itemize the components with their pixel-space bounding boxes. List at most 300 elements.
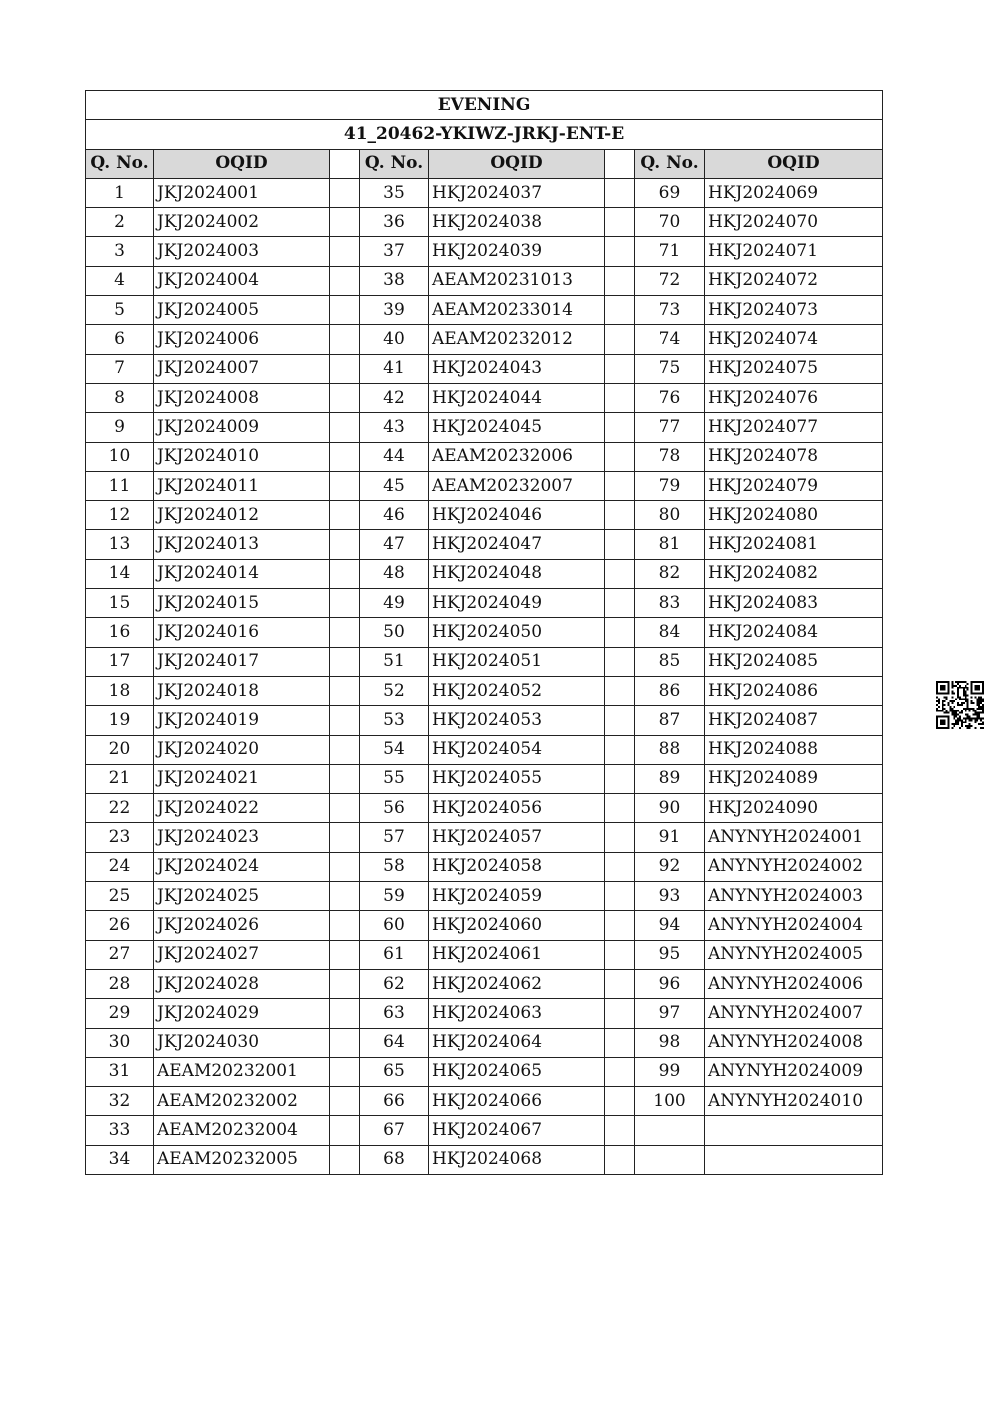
question-number: 63 <box>360 999 429 1028</box>
table-row <box>86 530 883 559</box>
spacer-cell <box>605 735 635 764</box>
spacer-cell <box>330 882 360 911</box>
question-number: 47 <box>360 530 429 559</box>
oqid-cell: HKJ2024074 <box>705 325 883 354</box>
spacer-cell <box>330 999 360 1028</box>
spacer-cell <box>605 413 635 442</box>
spacer-cell <box>330 647 360 676</box>
question-number: 51 <box>360 647 429 676</box>
spacer-cell <box>330 911 360 940</box>
question-number: 30 <box>86 1028 154 1057</box>
table-row <box>86 413 883 442</box>
question-number: 20 <box>86 735 154 764</box>
oqid-cell <box>705 1145 883 1174</box>
question-number: 77 <box>635 413 705 442</box>
oqid-cell: ANYNYH2024002 <box>705 852 883 881</box>
oqid-cell: AEAM20232002 <box>154 1087 330 1116</box>
question-number: 43 <box>360 413 429 442</box>
question-number: 71 <box>635 237 705 266</box>
oqid-cell: JKJ2024004 <box>154 266 330 295</box>
oqid-mapping-table <box>85 90 883 1175</box>
table-row <box>86 1087 883 1116</box>
spacer-cell <box>605 1145 635 1174</box>
question-number: 98 <box>635 1028 705 1057</box>
oqid-cell: HKJ2024071 <box>705 237 883 266</box>
oqid-cell: HKJ2024081 <box>705 530 883 559</box>
spacer-cell <box>605 383 635 412</box>
spacer-column <box>605 149 635 178</box>
question-number: 32 <box>86 1087 154 1116</box>
question-number: 100 <box>635 1087 705 1116</box>
table-row <box>86 1028 883 1057</box>
spacer-cell <box>330 530 360 559</box>
spacer-column <box>330 149 360 178</box>
question-number: 23 <box>86 823 154 852</box>
question-number: 83 <box>635 589 705 618</box>
question-number: 67 <box>360 1116 429 1145</box>
oqid-cell: ANYNYH2024009 <box>705 1057 883 1086</box>
oqid-cell: AEAM20231013 <box>429 266 605 295</box>
table-row <box>86 676 883 705</box>
oqid-cell: JKJ2024002 <box>154 208 330 237</box>
header-oqid-3: OQID <box>705 149 883 178</box>
header-oqid-2: OQID <box>429 149 605 178</box>
question-number: 88 <box>635 735 705 764</box>
oqid-cell: JKJ2024018 <box>154 676 330 705</box>
table-row <box>86 882 883 911</box>
spacer-cell <box>605 208 635 237</box>
oqid-cell: ANYNYH2024007 <box>705 999 883 1028</box>
table-row <box>86 647 883 676</box>
oqid-cell: ANYNYH2024004 <box>705 911 883 940</box>
oqid-cell: HKJ2024073 <box>705 296 883 325</box>
table-row <box>86 296 883 325</box>
question-number: 37 <box>360 237 429 266</box>
question-number: 12 <box>86 501 154 530</box>
question-number: 34 <box>86 1145 154 1174</box>
question-number: 68 <box>360 1145 429 1174</box>
spacer-cell <box>605 178 635 207</box>
oqid-cell: HKJ2024089 <box>705 764 883 793</box>
table-row <box>86 999 883 1028</box>
question-number: 45 <box>360 471 429 500</box>
oqid-cell: HKJ2024068 <box>429 1145 605 1174</box>
oqid-cell: HKJ2024066 <box>429 1087 605 1116</box>
header-qno-2: Q. No. <box>360 149 429 178</box>
spacer-cell <box>330 823 360 852</box>
question-number: 54 <box>360 735 429 764</box>
spacer-cell <box>605 882 635 911</box>
table-row <box>86 1145 883 1174</box>
question-number: 7 <box>86 354 154 383</box>
qr-code-icon <box>936 681 984 729</box>
question-number: 4 <box>86 266 154 295</box>
oqid-cell: JKJ2024026 <box>154 911 330 940</box>
oqid-cell: JKJ2024029 <box>154 999 330 1028</box>
oqid-cell: AEAM20232001 <box>154 1057 330 1086</box>
table-row <box>86 1057 883 1086</box>
question-number: 81 <box>635 530 705 559</box>
oqid-cell: ANYNYH2024008 <box>705 1028 883 1057</box>
spacer-cell <box>330 735 360 764</box>
table-row <box>86 559 883 588</box>
oqid-cell <box>705 1116 883 1145</box>
oqid-cell: JKJ2024007 <box>154 354 330 383</box>
spacer-cell <box>605 1116 635 1145</box>
oqid-cell: HKJ2024072 <box>705 266 883 295</box>
oqid-cell: HKJ2024070 <box>705 208 883 237</box>
table-body <box>86 178 883 1174</box>
oqid-cell: HKJ2024086 <box>705 676 883 705</box>
oqid-cell: JKJ2024024 <box>154 852 330 881</box>
oqid-cell: HKJ2024061 <box>429 940 605 969</box>
spacer-cell <box>605 237 635 266</box>
paper-code: 41_20462-YKIWZ-JRKJ-ENT-E <box>86 120 883 149</box>
spacer-cell <box>330 237 360 266</box>
question-number: 36 <box>360 208 429 237</box>
oqid-cell: HKJ2024058 <box>429 852 605 881</box>
question-number: 25 <box>86 882 154 911</box>
table-row <box>86 764 883 793</box>
question-number: 5 <box>86 296 154 325</box>
question-number: 95 <box>635 940 705 969</box>
oqid-cell: HKJ2024056 <box>429 794 605 823</box>
oqid-cell: HKJ2024053 <box>429 706 605 735</box>
table-row <box>86 178 883 207</box>
oqid-cell: JKJ2024028 <box>154 969 330 998</box>
oqid-cell: JKJ2024014 <box>154 559 330 588</box>
oqid-cell: JKJ2024006 <box>154 325 330 354</box>
question-number: 21 <box>86 764 154 793</box>
table-row <box>86 266 883 295</box>
spacer-cell <box>330 676 360 705</box>
oqid-cell: HKJ2024049 <box>429 589 605 618</box>
oqid-cell: JKJ2024012 <box>154 501 330 530</box>
table-row <box>86 208 883 237</box>
oqid-cell: JKJ2024023 <box>154 823 330 852</box>
question-number: 46 <box>360 501 429 530</box>
question-number: 61 <box>360 940 429 969</box>
question-number: 76 <box>635 383 705 412</box>
oqid-cell: HKJ2024065 <box>429 1057 605 1086</box>
oqid-cell: HKJ2024075 <box>705 354 883 383</box>
question-number: 52 <box>360 676 429 705</box>
spacer-cell <box>330 501 360 530</box>
spacer-cell <box>330 266 360 295</box>
spacer-cell <box>330 208 360 237</box>
session-title: EVENING <box>86 91 883 120</box>
spacer-cell <box>605 501 635 530</box>
table-row <box>86 852 883 881</box>
question-number: 14 <box>86 559 154 588</box>
oqid-cell: JKJ2024010 <box>154 442 330 471</box>
question-number: 78 <box>635 442 705 471</box>
oqid-cell: HKJ2024090 <box>705 794 883 823</box>
question-number: 16 <box>86 618 154 647</box>
spacer-cell <box>330 178 360 207</box>
spacer-cell <box>330 969 360 998</box>
question-number: 64 <box>360 1028 429 1057</box>
question-number: 96 <box>635 969 705 998</box>
spacer-cell <box>330 764 360 793</box>
question-number: 57 <box>360 823 429 852</box>
oqid-cell: JKJ2024022 <box>154 794 330 823</box>
oqid-cell: JKJ2024003 <box>154 237 330 266</box>
spacer-cell <box>605 794 635 823</box>
question-number: 80 <box>635 501 705 530</box>
question-number: 22 <box>86 794 154 823</box>
spacer-cell <box>605 354 635 383</box>
question-number <box>635 1145 705 1174</box>
table-row <box>86 618 883 647</box>
question-number: 11 <box>86 471 154 500</box>
question-number: 41 <box>360 354 429 383</box>
oqid-cell: HKJ2024050 <box>429 618 605 647</box>
question-number: 8 <box>86 383 154 412</box>
oqid-cell: HKJ2024039 <box>429 237 605 266</box>
spacer-cell <box>330 1057 360 1086</box>
oqid-cell: HKJ2024069 <box>705 178 883 207</box>
oqid-cell: JKJ2024013 <box>154 530 330 559</box>
spacer-cell <box>605 940 635 969</box>
question-number: 74 <box>635 325 705 354</box>
question-number: 49 <box>360 589 429 618</box>
oqid-cell: JKJ2024019 <box>154 706 330 735</box>
oqid-cell: JKJ2024020 <box>154 735 330 764</box>
header-oqid-1: OQID <box>154 149 330 178</box>
oqid-cell: AEAM20232012 <box>429 325 605 354</box>
oqid-cell: HKJ2024067 <box>429 1116 605 1145</box>
spacer-cell <box>330 706 360 735</box>
oqid-cell: HKJ2024046 <box>429 501 605 530</box>
oqid-cell: JKJ2024017 <box>154 647 330 676</box>
table-row <box>86 969 883 998</box>
spacer-cell <box>605 1087 635 1116</box>
subtitle-row <box>86 120 883 149</box>
question-number: 58 <box>360 852 429 881</box>
question-number: 84 <box>635 618 705 647</box>
spacer-cell <box>605 618 635 647</box>
header-qno-1: Q. No. <box>86 149 154 178</box>
spacer-cell <box>605 325 635 354</box>
spacer-cell <box>605 911 635 940</box>
question-number: 69 <box>635 178 705 207</box>
column-header-row <box>86 149 883 178</box>
spacer-cell <box>330 589 360 618</box>
question-number: 50 <box>360 618 429 647</box>
spacer-cell <box>330 940 360 969</box>
question-number: 92 <box>635 852 705 881</box>
question-number: 26 <box>86 911 154 940</box>
oqid-cell: HKJ2024082 <box>705 559 883 588</box>
oqid-cell: AEAM20232007 <box>429 471 605 500</box>
oqid-cell: ANYNYH2024005 <box>705 940 883 969</box>
spacer-cell <box>605 969 635 998</box>
oqid-cell: HKJ2024044 <box>429 383 605 412</box>
oqid-cell: JKJ2024015 <box>154 589 330 618</box>
question-number: 73 <box>635 296 705 325</box>
spacer-cell <box>330 354 360 383</box>
question-number: 6 <box>86 325 154 354</box>
question-number: 90 <box>635 794 705 823</box>
oqid-cell: HKJ2024084 <box>705 618 883 647</box>
question-number: 19 <box>86 706 154 735</box>
spacer-cell <box>330 471 360 500</box>
question-number: 62 <box>360 969 429 998</box>
question-number: 87 <box>635 706 705 735</box>
question-number: 38 <box>360 266 429 295</box>
oqid-cell: HKJ2024080 <box>705 501 883 530</box>
table-row <box>86 706 883 735</box>
oqid-cell: AEAM20233014 <box>429 296 605 325</box>
question-number: 42 <box>360 383 429 412</box>
table-row <box>86 442 883 471</box>
question-number: 72 <box>635 266 705 295</box>
question-number: 93 <box>635 882 705 911</box>
spacer-cell <box>330 1028 360 1057</box>
oqid-cell: JKJ2024011 <box>154 471 330 500</box>
oqid-cell: HKJ2024063 <box>429 999 605 1028</box>
spacer-cell <box>605 471 635 500</box>
question-number: 55 <box>360 764 429 793</box>
oqid-cell: HKJ2024048 <box>429 559 605 588</box>
spacer-cell <box>330 852 360 881</box>
question-number: 10 <box>86 442 154 471</box>
oqid-cell: HKJ2024045 <box>429 413 605 442</box>
question-number: 59 <box>360 882 429 911</box>
oqid-cell: HKJ2024064 <box>429 1028 605 1057</box>
spacer-cell <box>605 442 635 471</box>
table-row <box>86 325 883 354</box>
question-number: 60 <box>360 911 429 940</box>
question-number: 17 <box>86 647 154 676</box>
oqid-cell: JKJ2024009 <box>154 413 330 442</box>
oqid-cell: HKJ2024060 <box>429 911 605 940</box>
question-number: 75 <box>635 354 705 383</box>
spacer-cell <box>605 706 635 735</box>
oqid-cell: HKJ2024037 <box>429 178 605 207</box>
oqid-cell: JKJ2024001 <box>154 178 330 207</box>
question-number: 65 <box>360 1057 429 1086</box>
spacer-cell <box>605 530 635 559</box>
oqid-cell: HKJ2024062 <box>429 969 605 998</box>
oqid-cell: ANYNYH2024001 <box>705 823 883 852</box>
question-number: 66 <box>360 1087 429 1116</box>
question-number: 48 <box>360 559 429 588</box>
question-number: 53 <box>360 706 429 735</box>
question-number: 91 <box>635 823 705 852</box>
question-number: 94 <box>635 911 705 940</box>
spacer-cell <box>605 999 635 1028</box>
question-number: 28 <box>86 969 154 998</box>
question-number: 2 <box>86 208 154 237</box>
question-number: 40 <box>360 325 429 354</box>
question-number: 79 <box>635 471 705 500</box>
oqid-cell: JKJ2024030 <box>154 1028 330 1057</box>
oqid-cell: HKJ2024051 <box>429 647 605 676</box>
spacer-cell <box>330 1087 360 1116</box>
oqid-cell: JKJ2024027 <box>154 940 330 969</box>
table-row <box>86 940 883 969</box>
spacer-cell <box>605 764 635 793</box>
table-row <box>86 383 883 412</box>
table-row <box>86 501 883 530</box>
spacer-cell <box>605 296 635 325</box>
spacer-cell <box>605 266 635 295</box>
question-number: 1 <box>86 178 154 207</box>
oqid-cell: HKJ2024087 <box>705 706 883 735</box>
question-number: 86 <box>635 676 705 705</box>
question-number: 27 <box>86 940 154 969</box>
oqid-cell: HKJ2024088 <box>705 735 883 764</box>
title-row <box>86 91 883 120</box>
question-number: 56 <box>360 794 429 823</box>
oqid-cell: JKJ2024008 <box>154 383 330 412</box>
question-number: 18 <box>86 676 154 705</box>
question-number: 33 <box>86 1116 154 1145</box>
question-number: 99 <box>635 1057 705 1086</box>
spacer-cell <box>605 823 635 852</box>
oqid-cell: AEAM20232004 <box>154 1116 330 1145</box>
spacer-cell <box>330 1145 360 1174</box>
question-number: 89 <box>635 764 705 793</box>
oqid-cell: HKJ2024055 <box>429 764 605 793</box>
question-number: 44 <box>360 442 429 471</box>
spacer-cell <box>605 1057 635 1086</box>
question-number: 85 <box>635 647 705 676</box>
oqid-cell: HKJ2024059 <box>429 882 605 911</box>
oqid-cell: AEAM20232005 <box>154 1145 330 1174</box>
question-number: 29 <box>86 999 154 1028</box>
table-row <box>86 823 883 852</box>
spacer-cell <box>330 1116 360 1145</box>
spacer-cell <box>330 794 360 823</box>
oqid-cell: HKJ2024047 <box>429 530 605 559</box>
table-row <box>86 911 883 940</box>
spacer-cell <box>605 852 635 881</box>
oqid-cell: ANYNYH2024003 <box>705 882 883 911</box>
table-row <box>86 1116 883 1145</box>
question-number: 9 <box>86 413 154 442</box>
question-number: 31 <box>86 1057 154 1086</box>
spacer-cell <box>605 559 635 588</box>
question-number: 70 <box>635 208 705 237</box>
question-number: 82 <box>635 559 705 588</box>
oqid-cell: JKJ2024005 <box>154 296 330 325</box>
table-row <box>86 237 883 266</box>
question-number <box>635 1116 705 1145</box>
oqid-cell: HKJ2024078 <box>705 442 883 471</box>
question-number: 3 <box>86 237 154 266</box>
spacer-cell <box>330 383 360 412</box>
oqid-cell: ANYNYH2024006 <box>705 969 883 998</box>
oqid-cell: JKJ2024021 <box>154 764 330 793</box>
table-row <box>86 471 883 500</box>
question-number: 13 <box>86 530 154 559</box>
table-row <box>86 794 883 823</box>
spacer-cell <box>605 647 635 676</box>
oqid-cell: HKJ2024085 <box>705 647 883 676</box>
oqid-cell: JKJ2024025 <box>154 882 330 911</box>
question-number: 97 <box>635 999 705 1028</box>
oqid-cell: HKJ2024079 <box>705 471 883 500</box>
spacer-cell <box>330 325 360 354</box>
spacer-cell <box>330 296 360 325</box>
question-number: 15 <box>86 589 154 618</box>
question-number: 39 <box>360 296 429 325</box>
spacer-cell <box>330 442 360 471</box>
spacer-cell <box>605 676 635 705</box>
